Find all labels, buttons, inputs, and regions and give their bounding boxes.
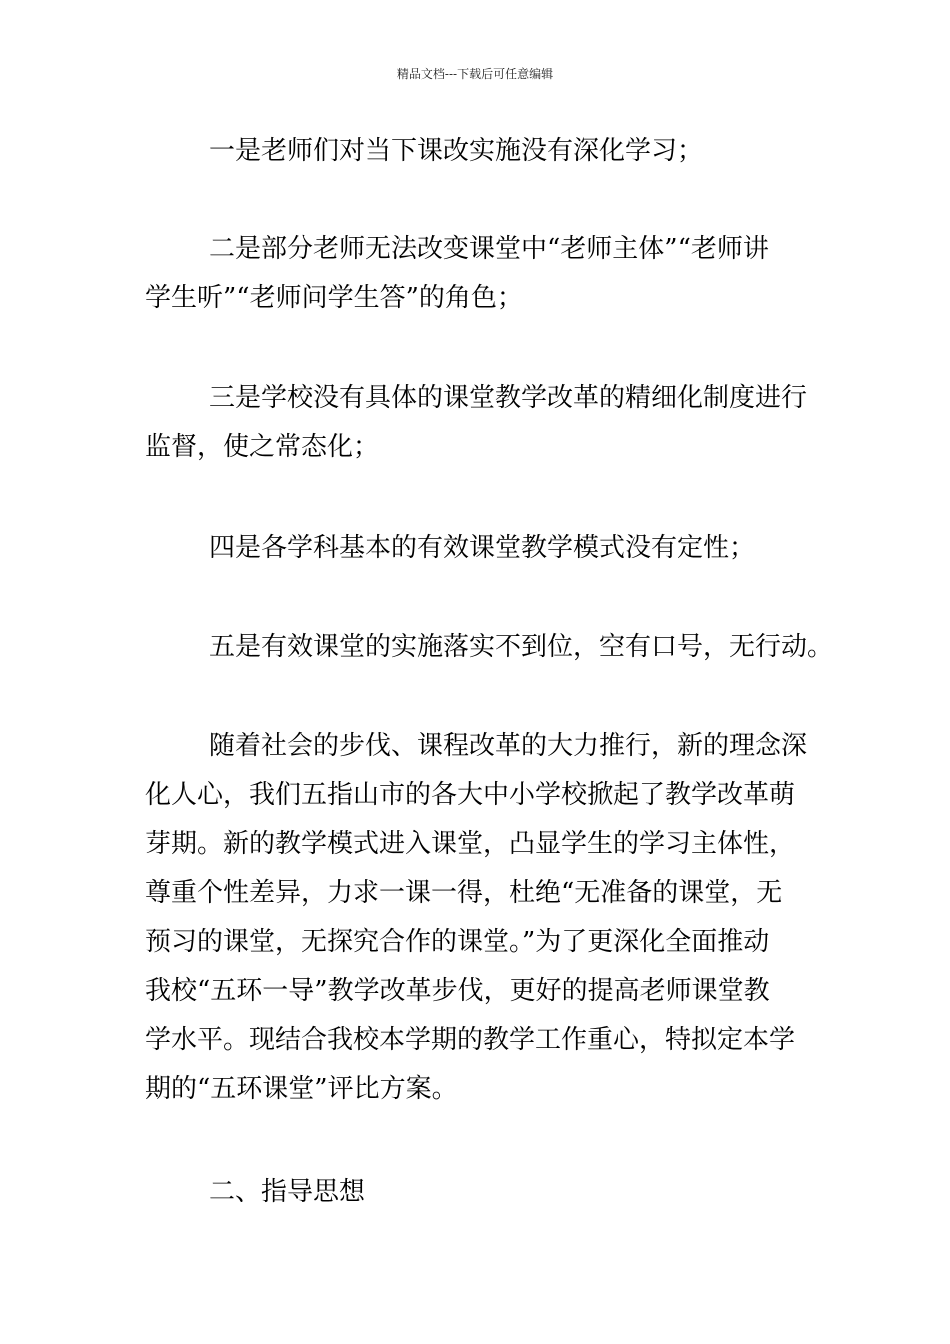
paragraph-1 [145,127,811,176]
paragraph-3 [145,374,811,472]
paragraph-line: 我校“五环一导”教学改革步伐，更好的提高老师课堂教 [145,976,770,1006]
paragraph-line: 四是各学科基本的有效课堂教学模式没有定性； [209,533,756,563]
paragraph-line: 五是有效课堂的实施落实不到位，空有口号，无行动。 [209,632,834,662]
paragraph-line: 芽期。新的教学模式进入课堂，凸显学生的学习主体性， [145,829,796,859]
paragraph-line: 预习的课堂，无探究合作的课堂。”为了更深化全面推动 [145,927,770,957]
paragraph-line: 尊重个性差异，力求一课一得，杜绝“无准备的课堂，无 [145,878,783,908]
section-heading [145,1168,811,1217]
paragraph-line: 监督，使之常态化； [145,432,380,462]
paragraph-line: 一是老师们对当下课改实施没有深化学习； [209,136,704,166]
paragraph-line: 期的“五环课堂”评比方案。 [145,1074,458,1104]
paragraph-6 [145,722,811,1114]
paragraph-line: 化人心，我们五指山市的各大中小学校掀起了教学改革萌 [145,780,796,810]
page-header: 精品文档---下载后可任意编辑 [396,67,554,81]
paragraph-line: 三是学校没有具体的课堂教学改革的精细化制度进行 [209,383,808,413]
paragraph-line: 学生听”“老师问学生答”的角色； [145,283,523,313]
paragraph-line: 二是部分老师无法改变课堂中“老师主体”“老师讲 [209,234,769,264]
section-heading-text: 二、指导思想 [209,1177,366,1207]
paragraph-2 [145,225,811,323]
paragraph-line: 随着社会的步伐、课程改革的大力推行，新的理念深 [209,731,808,761]
paragraph-5 [145,623,834,672]
paragraph-4 [145,524,811,573]
paragraph-line: 学水平。现结合我校本学期的教学工作重心，特拟定本学 [145,1025,796,1055]
